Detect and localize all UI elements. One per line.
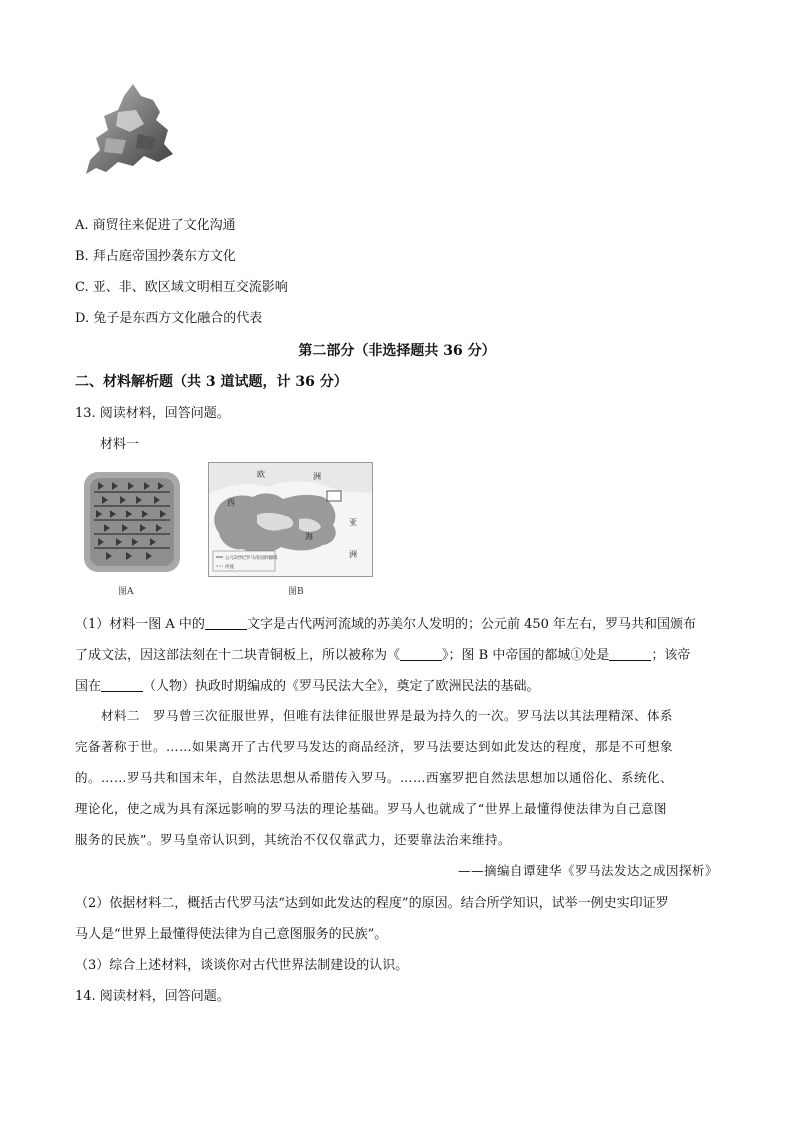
sub-question-2-line-1: （2）依据材料二，概括古代罗马法“达到如此发达的程度”的原因。结合所学知识，试举一例史实印证罗 — [75, 896, 669, 911]
option-a: A. 商贸往来促进了文化沟通 — [75, 218, 236, 233]
answer-blank-4[interactable] — [101, 677, 143, 692]
sub-question-3: （3）综合上述材料，谈谈你对古代世界法制建设的认识。 — [75, 958, 409, 973]
figure-b-caption: 图B — [288, 587, 304, 597]
text-segment: （人物）执政时期编成的《罗马民法大全》，奠定了欧洲民法的基础。 — [143, 679, 540, 694]
map-label-europe: 欧 — [257, 470, 265, 479]
material-2-line-1: 材料二 罗马曾三次征服世界，但唯有法律征服世界是最为持久的一次。罗马法以其法理精深、体系 — [101, 708, 674, 723]
text-segment: ；该帝 — [651, 648, 691, 663]
text-segment: 了成文法，因这部法刻在十二块青铜板上，所以被称为《 — [75, 648, 401, 663]
text-segment: 国在 — [75, 679, 102, 694]
map-label-sea: 海 — [305, 532, 313, 541]
map-label-africa: 洲 — [349, 550, 357, 559]
option-c: C. 亚、非、欧区域文明相互交流影响 — [75, 280, 288, 295]
rabbit-artifact-image — [78, 82, 178, 177]
figure-b-roman-empire-map — [208, 462, 373, 577]
material-2-line-3: 的。……罗马共和国末年，自然法思想从希腊传入罗马。……西塞罗把自然法思想加以通俗化、系统化、 — [75, 770, 674, 785]
question-14-intro: 14. 阅读材料，回答问题。 — [75, 989, 230, 1004]
map-legend-river: 河流 — [225, 565, 234, 570]
sub-question-1-line-1 — [75, 613, 696, 632]
text-segment: （1）材料一图 A 中的 — [75, 617, 205, 632]
figure-a-caption: 图A — [118, 587, 134, 597]
section-title: 二、材料解析题（共 3 道试题，计 36 分） — [75, 374, 348, 390]
material-2-source: ——摘编自谭建华《罗马法发达之成因探析》 — [457, 863, 718, 878]
map-legend-territory: 公元2世纪罗马帝国的疆域 — [225, 556, 278, 561]
map-label-west: 西 — [227, 498, 235, 507]
option-b: B. 拜占庭帝国抄袭东方文化 — [75, 249, 236, 264]
figure-a-cuneiform-tablet — [82, 470, 182, 575]
answer-blank-2[interactable] — [400, 646, 442, 661]
option-d: D. 兔子是东西方文化融合的代表 — [75, 311, 263, 326]
material-1-label: 材料一 — [100, 437, 140, 452]
text-segment: 》；图 B 中帝国的都城①处是 — [442, 648, 610, 663]
answer-blank-1[interactable] — [205, 615, 247, 630]
material-2-line-4: 理论化，使之成为具有深远影响的罗马法的理论基础。罗马人也就成了“世界上最懂得使法律为自己意图 — [75, 801, 667, 816]
map-label-europe-2: 洲 — [313, 472, 321, 481]
material-2-line-2: 完备著称于世。……如果离开了古代罗马发达的商品经济，罗马法要达到如此发达的程度，那是不可想象 — [75, 739, 674, 754]
material-2-line-5: 服务的民族”。罗马皇帝认识到，其统治不仅仅靠武力，还要靠法治来维持。 — [75, 832, 511, 847]
answer-blank-3[interactable] — [609, 646, 651, 661]
sub-question-2-line-2: 马人是“世界上最懂得使法律为自己意图服务的民族”。 — [75, 927, 388, 942]
question-13-intro: 13. 阅读材料，回答问题。 — [75, 406, 230, 421]
map-label-asia: 亚 — [349, 518, 357, 527]
part-title: 第二部分（非选择题共 36 分） — [298, 343, 496, 359]
text-segment: 文字是古代两河流域的苏美尔人发明的；公元前 450 年左右，罗马共和国颁布 — [246, 617, 697, 632]
sub-question-1-line-3 — [75, 675, 540, 694]
sub-question-1-line-2 — [75, 644, 690, 663]
